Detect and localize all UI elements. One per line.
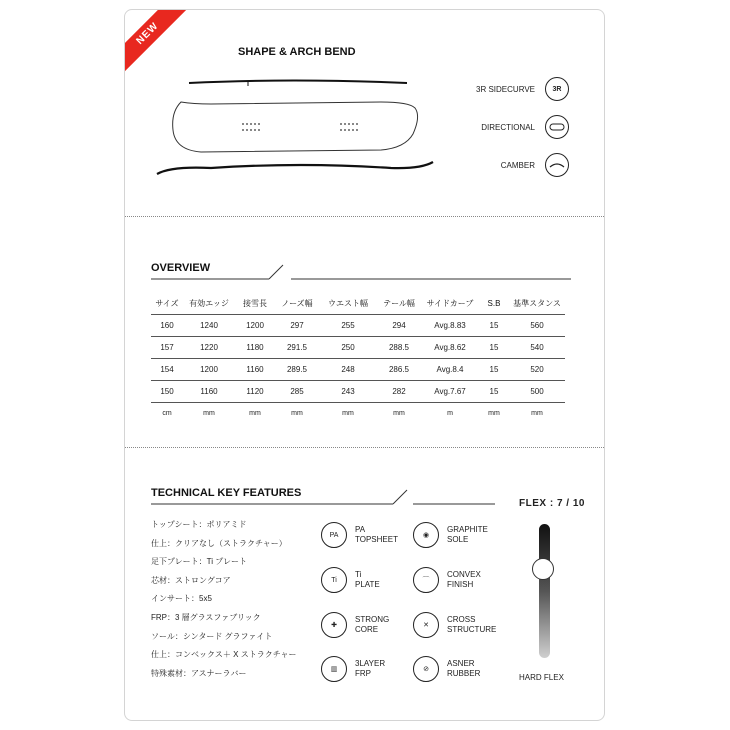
table-row: [151, 359, 565, 381]
board-diagram: [151, 72, 441, 182]
spec-list: [151, 516, 296, 683]
unit-cell: mm: [235, 403, 275, 425]
spec-item: ソール：シンタード グラファイト: [151, 631, 273, 641]
feature-3layer-frp: [321, 656, 385, 682]
table-cell: 248: [319, 359, 377, 381]
overview-title: OVERVIEW: [151, 262, 211, 274]
table-cell: 297: [275, 315, 319, 337]
feature-label: STRONG CORE: [355, 615, 390, 634]
table-cell: Avg.8.83: [421, 315, 479, 337]
arch-bend-top-line: [189, 81, 407, 84]
spec-item: トップシート：ポリアミド: [151, 520, 247, 529]
spec-card: [124, 9, 605, 721]
table-cell: 294: [377, 315, 421, 337]
table-cell: 288.5: [377, 337, 421, 359]
feature-label: CONVEX FINISH: [447, 570, 481, 589]
shape-feature-camber: [445, 153, 569, 177]
flex-title: FLEX : 7 / 10: [519, 498, 585, 509]
3r-sidecurve-icon: 3R: [545, 77, 569, 101]
table-cell: 250: [319, 337, 377, 359]
table-cell: Avg.7.67: [421, 381, 479, 403]
unit-cell: m: [421, 403, 479, 425]
unit-cell: mm: [183, 403, 235, 425]
section-divider: [125, 216, 604, 217]
table-cell: 291.5: [275, 337, 319, 359]
flex-slider-knob: [532, 558, 554, 580]
overview-title-rule: [151, 262, 581, 282]
table-cell: 282: [377, 381, 421, 403]
directional-icon: [545, 115, 569, 139]
feature-label: ASNER RUBBER: [447, 659, 481, 678]
camber-profile-line: [157, 162, 433, 174]
shape-feature-label: CAMBER: [500, 160, 535, 170]
unit-cell: mm: [275, 403, 319, 425]
new-badge: NEW: [124, 9, 187, 73]
tech-title-rule: [151, 487, 501, 507]
col-header: サイドカーブ: [426, 299, 474, 308]
table-cell: 15: [479, 359, 509, 381]
hard-flex-label: HARD FLEX: [519, 673, 564, 682]
camber-icon: [545, 153, 569, 177]
table-cell: 1200: [235, 315, 275, 337]
shape-feature-3r: [445, 77, 569, 101]
feature-cross-structure: [413, 612, 496, 638]
table-cell: 500: [509, 381, 565, 403]
table-cell: 540: [509, 337, 565, 359]
feature-label: GRAPHITE SOLE: [447, 525, 488, 544]
table-cell: 15: [479, 337, 509, 359]
table-cell: 1220: [183, 337, 235, 359]
table-header-row: [151, 293, 565, 315]
table-cell: 1200: [183, 359, 235, 381]
insert-dots-rear: [340, 123, 358, 131]
shape-feature-directional: [445, 115, 569, 139]
convex-finish-icon: ⌒: [413, 567, 439, 593]
table-cell: 1240: [183, 315, 235, 337]
shape-feature-label: DIRECTIONAL: [481, 122, 535, 132]
feature-ti-plate: [321, 567, 380, 593]
col-header: 接雪長: [243, 299, 267, 308]
insert-dots-front: [242, 123, 260, 131]
units-row: [151, 403, 565, 425]
spec-item: 仕上：クリアなし（ストラクチャー）: [151, 538, 287, 548]
col-header: サイズ: [155, 299, 179, 308]
cross-structure-icon: ✕: [413, 612, 439, 638]
table-cell: 255: [319, 315, 377, 337]
asner-rubber-icon: ⊘: [413, 656, 439, 682]
col-header: 基準スタンス: [513, 299, 561, 308]
col-header: 有効エッジ: [189, 299, 229, 308]
table-cell: 285: [275, 381, 319, 403]
table-row: [151, 381, 565, 403]
overview-table: [151, 293, 565, 424]
table-cell: 1160: [183, 381, 235, 403]
section-divider: [125, 447, 604, 448]
unit-cell: cm: [151, 403, 183, 425]
feature-pa-topsheet: [321, 522, 398, 548]
unit-cell: mm: [479, 403, 509, 425]
spec-item: FRP：3 層グラスファブリック: [151, 612, 261, 622]
table-cell: 160: [151, 315, 183, 337]
table-row: [151, 337, 565, 359]
feature-strong-core: [321, 612, 389, 638]
feature-convex-finish: [413, 567, 481, 593]
col-header: ノーズ幅: [281, 299, 313, 308]
table-cell: 154: [151, 359, 183, 381]
spec-item: 特殊素材：アスナーラバー: [151, 668, 247, 678]
col-header: S.B: [487, 299, 501, 308]
board-outline: [173, 102, 418, 152]
table-cell: 15: [479, 381, 509, 403]
table-cell: Avg.8.4: [421, 359, 479, 381]
feature-asner-rubber: [413, 656, 480, 682]
feature-graphite-sole: [413, 522, 488, 548]
table-cell: 289.5: [275, 359, 319, 381]
table-row: [151, 315, 565, 337]
shape-feature-label: 3R SIDECURVE: [476, 84, 535, 94]
table-cell: 560: [509, 315, 565, 337]
table-cell: 1120: [235, 381, 275, 403]
col-header: ウエスト幅: [328, 299, 368, 308]
table-cell: 150: [151, 381, 183, 403]
table-cell: 243: [319, 381, 377, 403]
spec-item: 芯材：ストロングコア: [151, 575, 231, 585]
feature-label: CROSS STRUCTURE: [447, 615, 497, 634]
strong-core-icon: ✚: [321, 612, 347, 638]
table-cell: 520: [509, 359, 565, 381]
unit-cell: mm: [377, 403, 421, 425]
table-cell: 1180: [235, 337, 275, 359]
table-cell: 15: [479, 315, 509, 337]
tech-title: TECHNICAL KEY FEATURES: [151, 487, 302, 499]
shape-title: SHAPE & ARCH BEND: [238, 46, 356, 58]
3layer-frp-icon: ▥: [321, 656, 347, 682]
flex-slider-track: [539, 524, 550, 658]
table-cell: 1160: [235, 359, 275, 381]
spec-item: インサート：5x5: [151, 594, 212, 604]
table-cell: 286.5: [377, 359, 421, 381]
spec-item: 仕上：コンベックス＋ X ストラクチャー: [151, 650, 297, 660]
unit-cell: mm: [319, 403, 377, 425]
ti-plate-icon: Ti: [321, 567, 347, 593]
pa-topsheet-icon: PA: [321, 522, 347, 548]
col-header: テール幅: [383, 299, 415, 308]
table-cell: Avg.8.62: [421, 337, 479, 359]
unit-cell: mm: [509, 403, 565, 425]
graphite-sole-icon: ◉: [413, 522, 439, 548]
feature-label: 3LAYER FRP: [355, 659, 386, 678]
table-cell: 157: [151, 337, 183, 359]
spec-item: 足下プレート：Ti プレート: [151, 557, 247, 567]
feature-label: Ti PLATE: [355, 570, 380, 589]
feature-label: PA TOPSHEET: [355, 525, 398, 544]
